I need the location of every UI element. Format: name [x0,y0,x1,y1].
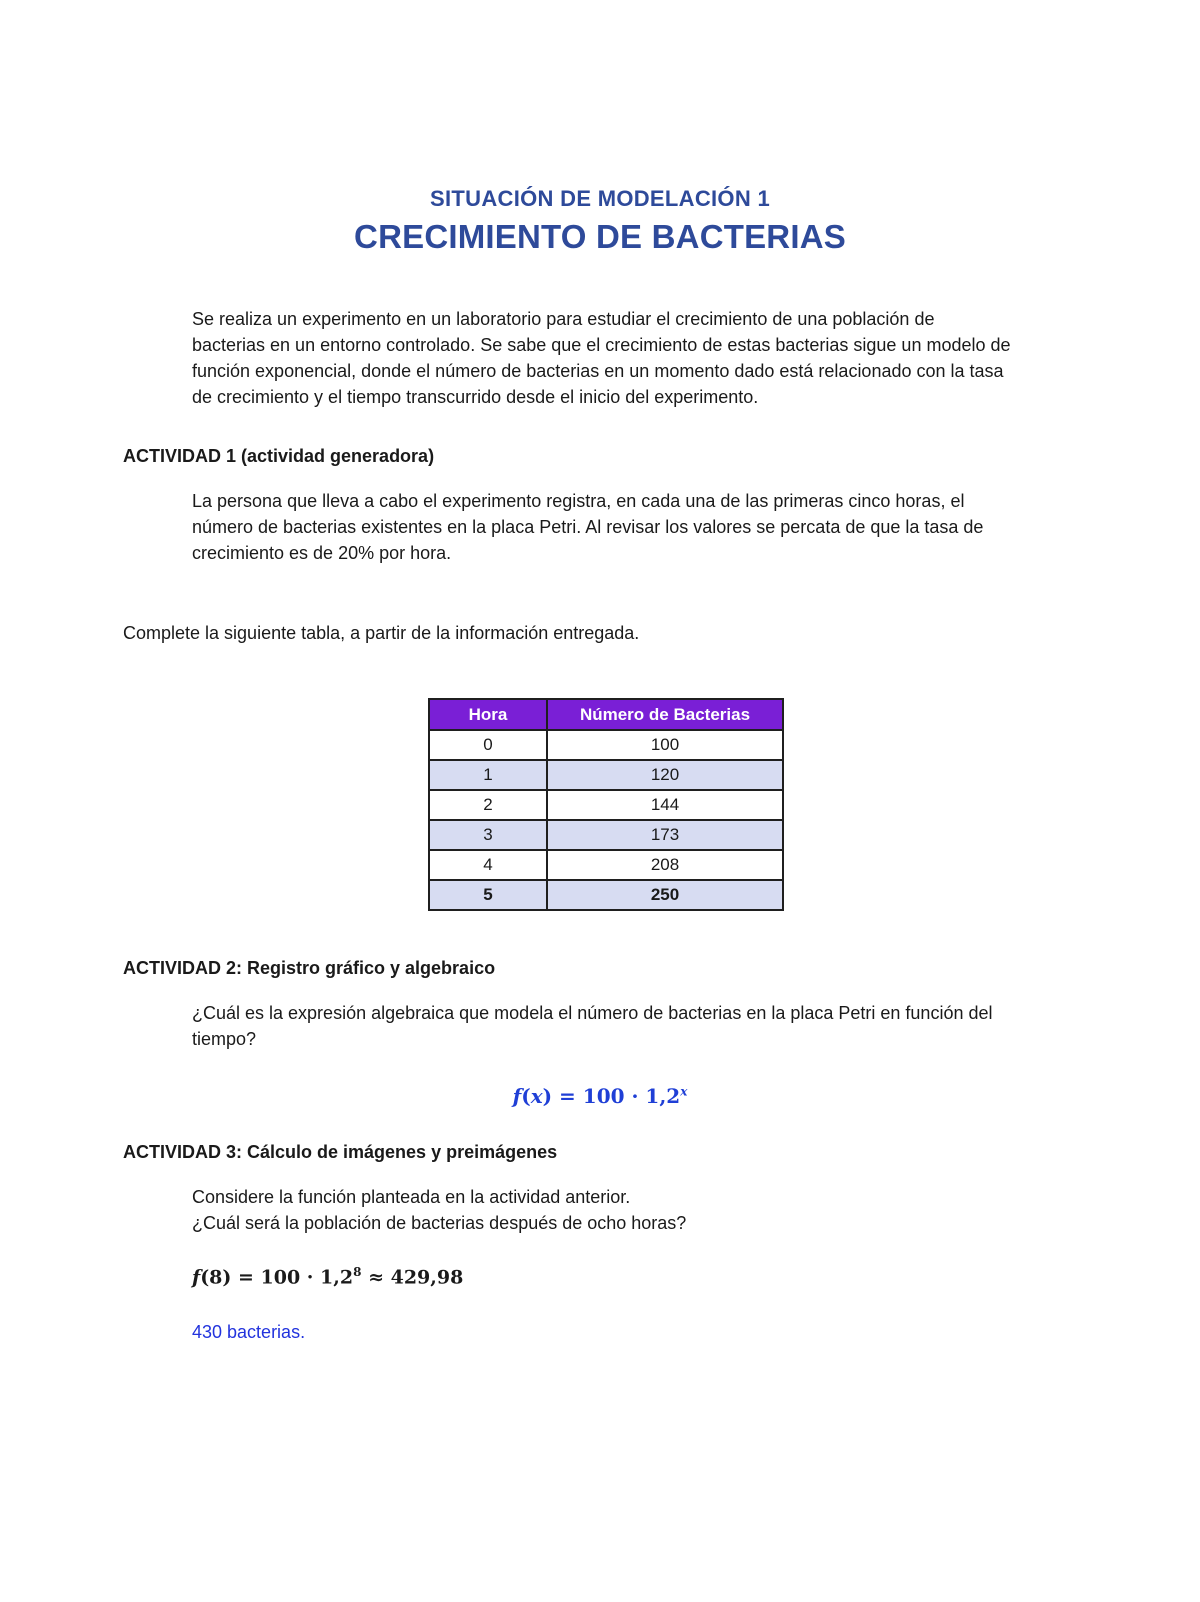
table-row [429,790,783,820]
cell-hora: 5 [429,880,547,910]
intro-paragraph [192,306,1092,410]
formula-exponent: x [680,1084,688,1099]
table-instruction: Complete la siguiente tabla, a partir de la información entregada. [123,623,640,643]
intro-line: de crecimiento y el tiempo transcurrido desde el inicio del experimento. [192,387,759,407]
formula-rhs: = 100 · 1,2 [552,1084,681,1108]
cell-hora: 0 [429,730,547,760]
cell-bacterias: 208 [547,850,783,880]
activity1-line: número de bacterias existentes en la placa Petri. Al revisar los valores se percata de que la tasa de [192,517,984,537]
activity2-question [192,1000,1072,1052]
table-row [429,730,783,760]
cell-hora: 3 [429,820,547,850]
evaluation-formula [192,1265,463,1288]
formula-arg: x [530,1084,543,1108]
activity1-heading: ACTIVIDAD 1 (actividad generadora) [123,446,435,466]
table-row [429,880,783,910]
formula-lhs: (8) = 100 · 1,2 [200,1266,354,1289]
table-row [429,760,783,790]
table-row [429,820,783,850]
table-header-row [429,699,783,730]
bacteria-table [428,698,784,911]
activity3-question [192,1184,1072,1236]
activity1-paragraph [192,488,1072,566]
cell-bacterias: 173 [547,820,783,850]
activity3-line: Considere la función planteada en la actividad anterior. [192,1187,631,1207]
document-title: CRECIMIENTO DE BACTERIAS [354,218,846,255]
activity2-line: ¿Cuál es la expresión algebraica que modela el número de bacterias en la placa Petri en función del [192,1003,993,1023]
activity3-heading: ACTIVIDAD 3: Cálculo de imágenes y preimágenes [123,1142,558,1162]
header-hora: Hora [429,699,547,730]
intro-line: Se realiza un experimento en un laboratorio para estudiar el crecimiento de una población de [192,309,935,329]
activity2-heading: ACTIVIDAD 2: Registro gráfico y algebraico [123,958,496,978]
activity1-line: crecimiento es de 20% por hora. [192,543,452,563]
model-formula: $f(x) = 100 \cdot 1,2^x$ [512,1084,688,1108]
intro-line: bacterias en un entorno controlado. Se sabe que el crecimiento de estas bacterias sigue un modelo de [192,335,1011,355]
activity2-line: tiempo? [192,1029,257,1049]
intro-line: función exponencial, donde el número de bacterias en un momento dado está relacionado con la tasa [192,361,1004,381]
activity1-line: La persona que lleva a cabo el experimento registra, en cada una de las primeras cinco horas, el [192,491,965,511]
formula-result: ≈ 429,98 [361,1266,464,1289]
document-subtitle: SITUACIÓN DE MODELACIÓN 1 [430,186,770,211]
cell-bacterias: 250 [547,880,783,910]
activity3-answer: 430 bacterias. [192,1322,306,1342]
cell-bacterias: 120 [547,760,783,790]
cell-hora: 1 [429,760,547,790]
cell-hora: 4 [429,850,547,880]
cell-bacterias: 100 [547,730,783,760]
header-numero-bacterias: Número de Bacterias [547,699,783,730]
activity3-line: ¿Cuál será la población de bacterias después de ocho horas? [192,1213,687,1233]
formula-fn: f [512,1084,522,1108]
formula-fn: f [192,1266,201,1289]
cell-bacterias: 144 [547,790,783,820]
cell-hora: 2 [429,790,547,820]
table-row [429,850,783,880]
formula-exponent: 8 [353,1265,362,1279]
